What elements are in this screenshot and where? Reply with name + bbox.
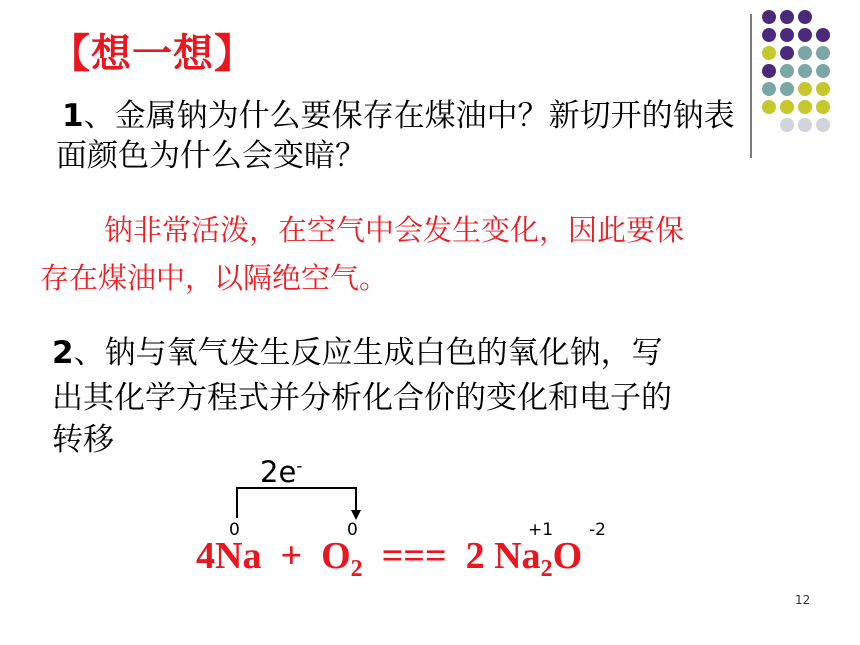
decorative-dot — [762, 64, 776, 78]
electron-transfer-bracket — [230, 480, 370, 522]
question-1-line-2: 面颜色为什么会变暗？ — [56, 138, 366, 174]
question-1-line-1: 1、金属钠为什么要保存在煤油中？新切开的钠表 — [62, 98, 735, 134]
decorative-dot — [816, 100, 830, 114]
decorative-dot — [762, 28, 776, 42]
page-number: 12 — [795, 593, 811, 607]
valence-na-reactant: 0 — [229, 520, 240, 540]
question-2-number: 2 — [52, 335, 74, 371]
decorative-dot — [762, 82, 776, 96]
decorative-dot — [780, 100, 794, 114]
decorative-dot — [798, 10, 812, 24]
decorative-dot — [816, 64, 830, 78]
decorative-dot — [780, 118, 794, 132]
question-2-line-1: 2、钠与氧气发生反应生成白色的氧化钠，写 — [52, 335, 663, 371]
decorative-dot — [780, 82, 794, 96]
decorative-dot — [780, 46, 794, 60]
decorative-dot — [762, 100, 776, 114]
decorative-dot — [780, 28, 794, 42]
question-2-line-2: 出其化学方程式并分析化合价的变化和电子的 — [52, 380, 672, 416]
answer-1-line-2: 存在煤油中，以隔绝空气。 — [40, 261, 389, 295]
question-2-line-3: 转移 — [52, 422, 114, 458]
chemical-equation: $4Na + O_2$ === 2 $Na_2O$ — [196, 535, 583, 582]
decorative-dot — [798, 118, 812, 132]
decorative-divider — [750, 14, 752, 158]
decorative-dot — [816, 82, 830, 96]
decorative-dot — [780, 64, 794, 78]
valence-o-product: -2 — [589, 520, 606, 540]
slide-title: 【想一想】 — [50, 31, 255, 77]
decorative-dot — [762, 46, 776, 60]
decorative-dot — [816, 118, 830, 132]
decorative-dot — [798, 46, 812, 60]
answer-1-line-1: 钠非常活泼，在空气中会发生变化，因此要保 — [104, 213, 685, 247]
decorative-dot — [762, 10, 776, 24]
decorative-dot — [798, 100, 812, 114]
decorative-dot — [798, 28, 812, 42]
decorative-dot — [816, 46, 830, 60]
decorative-dot — [798, 82, 812, 96]
valence-o-reactant: 0 — [347, 520, 358, 540]
question-1-number: 1 — [62, 98, 84, 134]
electron-transfer-label: 2e- — [260, 455, 303, 489]
decorative-dot — [816, 28, 830, 42]
decorative-dot — [798, 64, 812, 78]
decorative-dot — [780, 10, 794, 24]
valence-na-product: +1 — [528, 520, 554, 540]
